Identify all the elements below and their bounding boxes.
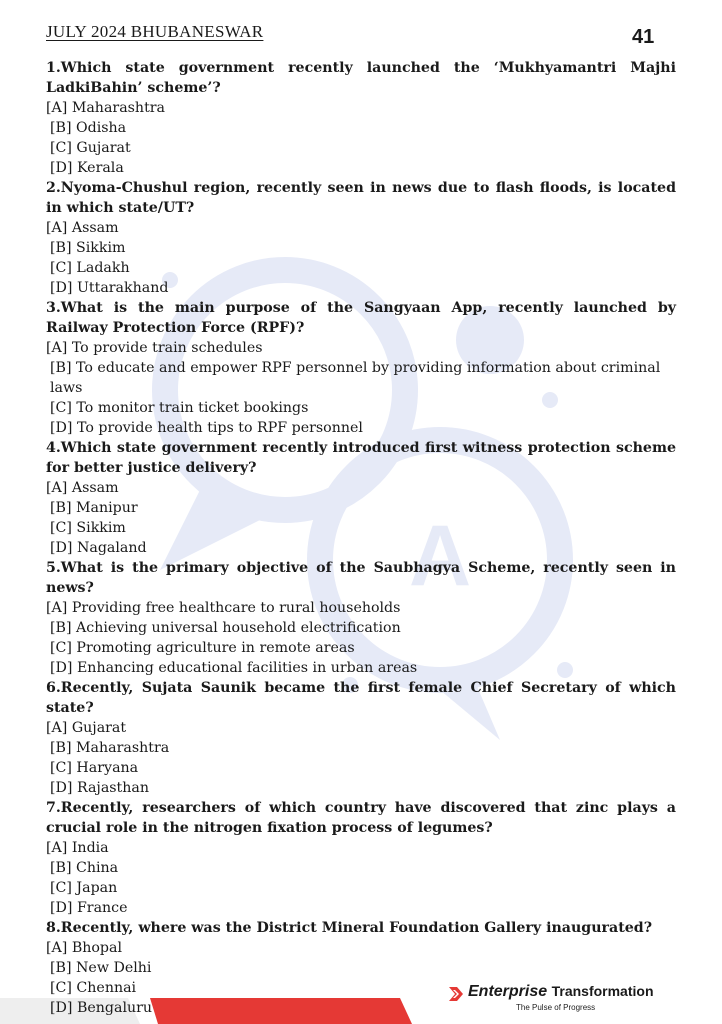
watermark-letter: A [408, 508, 472, 604]
page-number: 41 [632, 26, 655, 48]
answer-option: [C] Sikkim [50, 520, 126, 536]
answer-option: [B] Odisha [50, 120, 127, 136]
brand-name-italic: Enterprise [468, 983, 548, 1000]
question-block [46, 178, 676, 298]
question-list [46, 58, 676, 1018]
answer-option: [A] Assam [46, 480, 119, 496]
answer-option: [B] New Delhi [50, 960, 152, 976]
answer-option: [C] Ladakh [50, 260, 130, 276]
answer-option: [A] Bhopal [46, 940, 123, 956]
question-text: 5.What is the primary objective of the Saubhagya Scheme, recently seen in news? [46, 560, 676, 596]
answer-option: [B] To educate and empower RPF personnel by providing information about criminal laws [50, 360, 661, 396]
answer-option: [B] Manipur [50, 500, 138, 516]
brand-tagline: The Pulse of Progress [516, 1003, 596, 1012]
answer-option: [A] India [46, 840, 109, 856]
answer-option: [A] Assam [46, 220, 119, 236]
question-text: 8.Recently, where was the District Mineral Foundation Gallery inaugurated? [46, 920, 653, 936]
answer-option: [D] Enhancing educational facilities in urban areas [50, 660, 418, 676]
answer-option: [B] Sikkim [50, 240, 126, 256]
answer-option: [D] To provide health tips to RPF personnel [50, 420, 363, 436]
question-text: 2.Nyoma-Chushul region, recently seen in news due to flash floods, is located in which state/UT? [46, 180, 676, 216]
answer-option: [C] Gujarat [50, 140, 131, 156]
answer-option: [D] Kerala [50, 160, 124, 176]
answer-option: [D] Nagaland [50, 540, 147, 556]
question-text: 7.Recently, researchers of which country have discovered that zinc plays a crucial role in the nitrogen fixation process of legumes? [46, 800, 676, 836]
answer-option: [C] Promoting agriculture in remote areas [50, 640, 355, 656]
question-block [46, 438, 676, 558]
answer-option: [C] Japan [50, 880, 118, 896]
brand-logo-block [448, 985, 676, 1015]
question-text: 6.Recently, Sujata Saunik became the first female Chief Secretary of which state? [46, 680, 676, 716]
answer-option: [B] Achieving universal household electrification [50, 620, 401, 636]
question-text: 4.Which state government recently introduced first witness protection scheme for better justice delivery? [46, 440, 676, 476]
question-block [46, 798, 676, 918]
question-block [46, 58, 676, 178]
question-text: 3.What is the main purpose of the Sangyaan App, recently launched by Railway Protection Force (RPF)? [46, 300, 676, 336]
answer-option: [D] Rajasthan [50, 780, 149, 796]
question-block [46, 678, 676, 798]
answer-option: [A] Providing free healthcare to rural households [46, 600, 401, 616]
brand-name [468, 983, 654, 1001]
answer-option: [D] Uttarakhand [50, 280, 169, 296]
answer-option: [C] Chennai [50, 980, 137, 996]
answer-option: [D] France [50, 900, 128, 916]
question-block [46, 298, 676, 438]
answer-option: [B] Maharashtra [50, 740, 170, 756]
answer-option: [A] Maharashtra [46, 100, 166, 116]
brand-name-bold: Transformation [551, 983, 654, 999]
answer-option: [C] To monitor train ticket bookings [50, 400, 309, 416]
brand-mark-icon [448, 985, 466, 1003]
answer-option: [C] Haryana [50, 760, 139, 776]
question-text: 1.Which state government recently launched the ‘Mukhyamantri Majhi LadkiBahin’ scheme’? [46, 60, 676, 96]
question-block [46, 558, 676, 678]
answer-option: [A] To provide train schedules [46, 340, 263, 356]
answer-option: [D] Bengaluru [50, 1000, 153, 1016]
header-title: JULY 2024 BHUBANESWAR [46, 22, 264, 41]
answer-option: [B] China [50, 860, 119, 876]
answer-option: [A] Gujarat [46, 720, 127, 736]
